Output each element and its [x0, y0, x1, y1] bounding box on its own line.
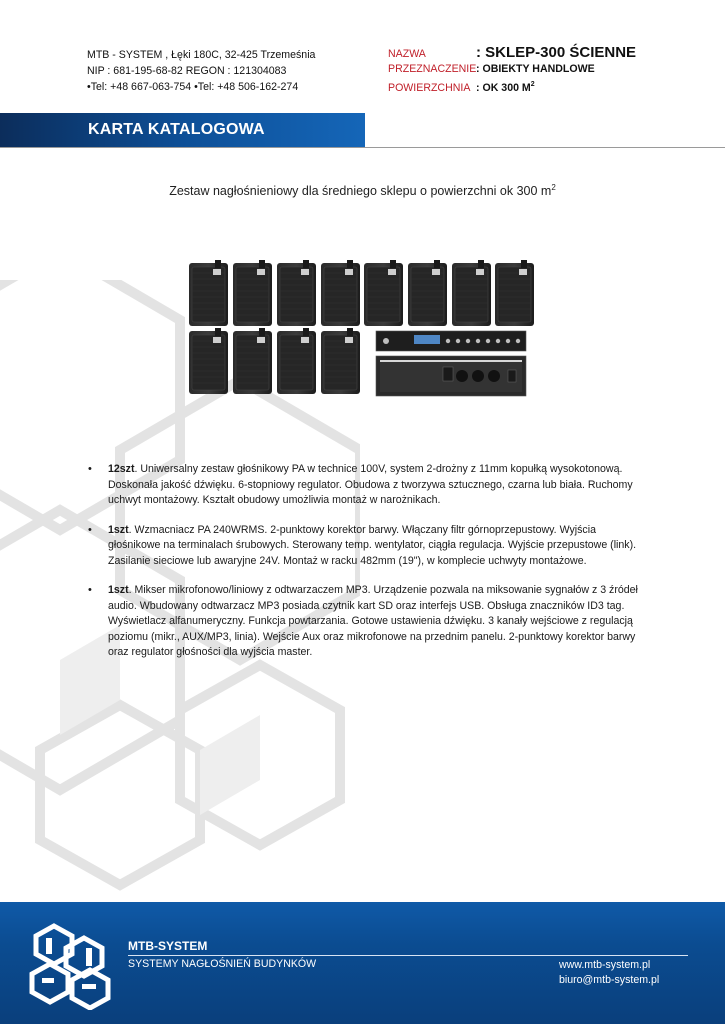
mtb-logo-icon: [28, 918, 120, 1010]
purpose-value: : OBIEKTY HANDLOWE: [476, 63, 595, 75]
item-qty: 1szt: [108, 523, 129, 536]
area-value: [476, 77, 535, 96]
purpose-label: PRZEZNACZENIE: [388, 63, 477, 75]
bullet-icon: •: [88, 463, 92, 475]
footer-tagline: SYSTEMY NAGŁOŚNIEŃ BUDYNKÓW: [128, 958, 317, 970]
bullet-icon: •: [88, 523, 92, 536]
item-description: . Mikser mikrofonowo/liniowy z odtwarzaczem MP3. Urządzenie pozwala na miksowanie sygnałów z 3 źródeł audio. Wbudowany odtwarzacz MP3 posiada czytnik kart SD oraz interfejs USB. Obsługa znaczników ID3 tag. Wyświetlacz alfanumeryczny. Funkcja powtarzania. Gotowe ustawienia dźwięku. 3 kanały wejściowe z regulacją poziomu (mikr., AUX/MP3, linia). Wejście Aux oraz mikrofonowe na przednim panelu. 2-punktowy korektor barwy oraz regulator głośności dla wyjścia master.: [108, 584, 638, 658]
subtitle-superscript: 2: [551, 183, 556, 192]
footer-contact: [559, 958, 659, 988]
area-row: [388, 77, 636, 93]
bullet-icon: •: [88, 584, 92, 596]
list-item: [88, 583, 644, 661]
company-info: [87, 47, 315, 95]
product-summary: [388, 45, 636, 93]
title-divider: [0, 147, 725, 148]
list-item-text: [108, 462, 644, 509]
subtitle: [0, 183, 725, 198]
subtitle-text: Zestaw nagłośnieniowy dla średniego sklepu o powierzchni ok 300 m: [169, 184, 552, 199]
company-address: MTB - SYSTEM , Łęki 180C, 32-425 Trzemeśnia: [87, 49, 316, 61]
item-description: . Uniwersalny zestaw głośnikowy PA w technice 100V, system 2-drożny z 11mm kopułką wysokotonową. Doskonała jakość dźwięku. 6-stopniowy regulator. Obudowa z tworzywa sztucznego, czarna lub biała. Ruchomy uchwyt montażowy. Kształt obudowy umożliwia montaż w narożnikach.: [108, 463, 633, 506]
footer-brand: MTB-SYSTEM: [128, 939, 208, 953]
list-item: [88, 523, 644, 570]
footer-divider: [128, 955, 688, 956]
area-superscript: 2: [530, 81, 535, 88]
list-item-text: [108, 583, 644, 661]
item-list: [88, 462, 644, 675]
company-registration: NIP : 681-195-68-82 REGON : 121304083: [87, 65, 287, 77]
name-value: : SKLEP-300 ŚCIENNE: [476, 44, 637, 61]
purpose-row: [388, 61, 636, 77]
item-qty: 12szt: [108, 463, 135, 475]
list-item-text: [108, 523, 644, 570]
list-item: [88, 462, 644, 509]
area-value-text: : OK 300 M: [476, 82, 531, 94]
item-description: . Wzmacniacz PA 240WRMS. 2-punktowy korektor barwy. Włączany filtr górnoprzepustowy. Wyjścia głośnikowe na terminalach śrubowych. Sterowany temp. wentylator, ciągła regulacja. Wyjście przepustowe (link). Zasilanie sieciowe lub awaryjne 24V. Montaż w racku 482mm (19"), w komplecie uchwyty montażowe.: [108, 523, 637, 567]
name-label: NAZWA: [388, 48, 426, 60]
website-link[interactable]: www.mtb-system.pl: [559, 959, 651, 971]
item-qty: 1szt: [108, 584, 129, 596]
name-row: [388, 45, 636, 61]
page-title: KARTA KATALOGOWA: [88, 121, 265, 138]
area-label: POWIERZCHNIA: [388, 82, 471, 94]
company-phones: •Tel: +48 667-063-754 •Tel: +48 506-162-274: [87, 81, 299, 93]
email-link[interactable]: biuro@mtb-system.pl: [559, 974, 660, 986]
product-image: [186, 258, 536, 400]
